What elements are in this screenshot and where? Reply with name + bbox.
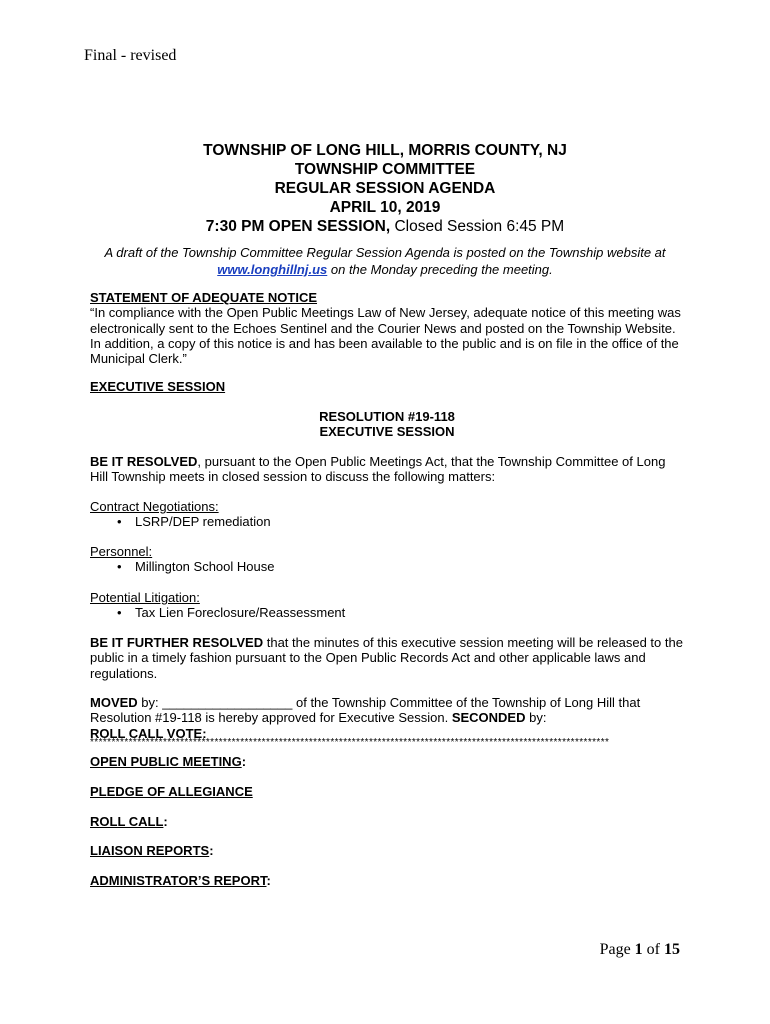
- resolution-heading: [90, 409, 684, 440]
- resolution-number: RESOLUTION #19-118: [319, 409, 455, 424]
- category-label: Potential Litigation:: [90, 590, 200, 605]
- list-item: • LSRP/DEP remediation: [90, 514, 684, 529]
- list-item: • Millington School House: [90, 559, 684, 574]
- draft-notice: A draft of the Township Committee Regular Session Agenda is posted on the Township website at www.longhillnj.us on the Monday preceding the meeting.: [104, 245, 666, 277]
- section-roll-call: ROLL CALL:: [90, 814, 168, 829]
- adequate-notice-text: “In compliance with the Open Public Meetings Law of New Jersey, adequate notice of this meeting was electronically sent to the Echoes Sentinel and the Courier News and posted on the Township Website. In addition, a copy of this notice is and has been available to the public and is on file in the office of the Municipal Clerk.”: [90, 305, 681, 367]
- resolved-paragraph: BE IT RESOLVED, pursuant to the Open Public Meetings Act, that the Township Committee of Long Hill Township meets in closed session to discuss the following matters:: [90, 454, 666, 485]
- moved-paragraph: MOVED by: __________________ of the Township Committee of the Township of Long Hill that Resolution #19-118 is hereby approved for Executive Session. SECONDED by: ROLL CALL VOTE:: [90, 695, 684, 741]
- section-administrators-report: ADMINISTRATOR’S REPORT:: [90, 873, 271, 888]
- open-session-time: 7:30 PM OPEN SESSION,: [205, 218, 391, 235]
- township-website-link[interactable]: www.longhillnj.us: [217, 262, 328, 277]
- list-item: • Tax Lien Foreclosure/Reassessment: [90, 605, 684, 620]
- section-pledge-of-allegiance: PLEDGE OF ALLEGIANCE: [90, 784, 253, 799]
- potential-litigation: [90, 590, 684, 621]
- closed-session-time: Closed Session 6:45 PM: [390, 218, 565, 235]
- committee-name: TOWNSHIP COMMITTEE: [294, 161, 476, 178]
- adequate-notice-section: [90, 290, 684, 366]
- category-label: Personnel:: [90, 544, 153, 559]
- separator-line: *************************************************************************************************************************: [90, 737, 610, 748]
- agenda-title-block: [0, 141, 770, 236]
- meeting-date: APRIL 10, 2019: [329, 199, 441, 216]
- meeting-times: [0, 217, 770, 236]
- contract-negotiations: [90, 499, 684, 530]
- further-resolved-paragraph: BE IT FURTHER RESOLVED that the minutes of this executive session meeting will be released to the public in a timely fashion pursuant to the Open Public Records Act and other applicable laws and regulations.: [90, 635, 683, 681]
- section-open-public-meeting: OPEN PUBLIC MEETING:: [90, 754, 247, 769]
- resolution-title: EXECUTIVE SESSION: [319, 424, 455, 440]
- executive-session-heading: EXECUTIVE SESSION: [90, 379, 226, 394]
- township-name: TOWNSHIP OF LONG HILL, MORRIS COUNTY, NJ: [203, 142, 567, 159]
- section-liaison-reports: LIAISON REPORTS:: [90, 843, 214, 858]
- category-label: Contract Negotiations:: [90, 499, 219, 514]
- page-number: Page 1 of 15: [599, 941, 680, 958]
- agenda-type: REGULAR SESSION AGENDA: [274, 180, 496, 197]
- roll-call-vote: ROLL CALL VOTE:: [90, 725, 207, 741]
- personnel: [90, 544, 684, 575]
- document-status: Final - revised: [84, 47, 177, 64]
- adequate-notice-heading: STATEMENT OF ADEQUATE NOTICE: [90, 290, 318, 305]
